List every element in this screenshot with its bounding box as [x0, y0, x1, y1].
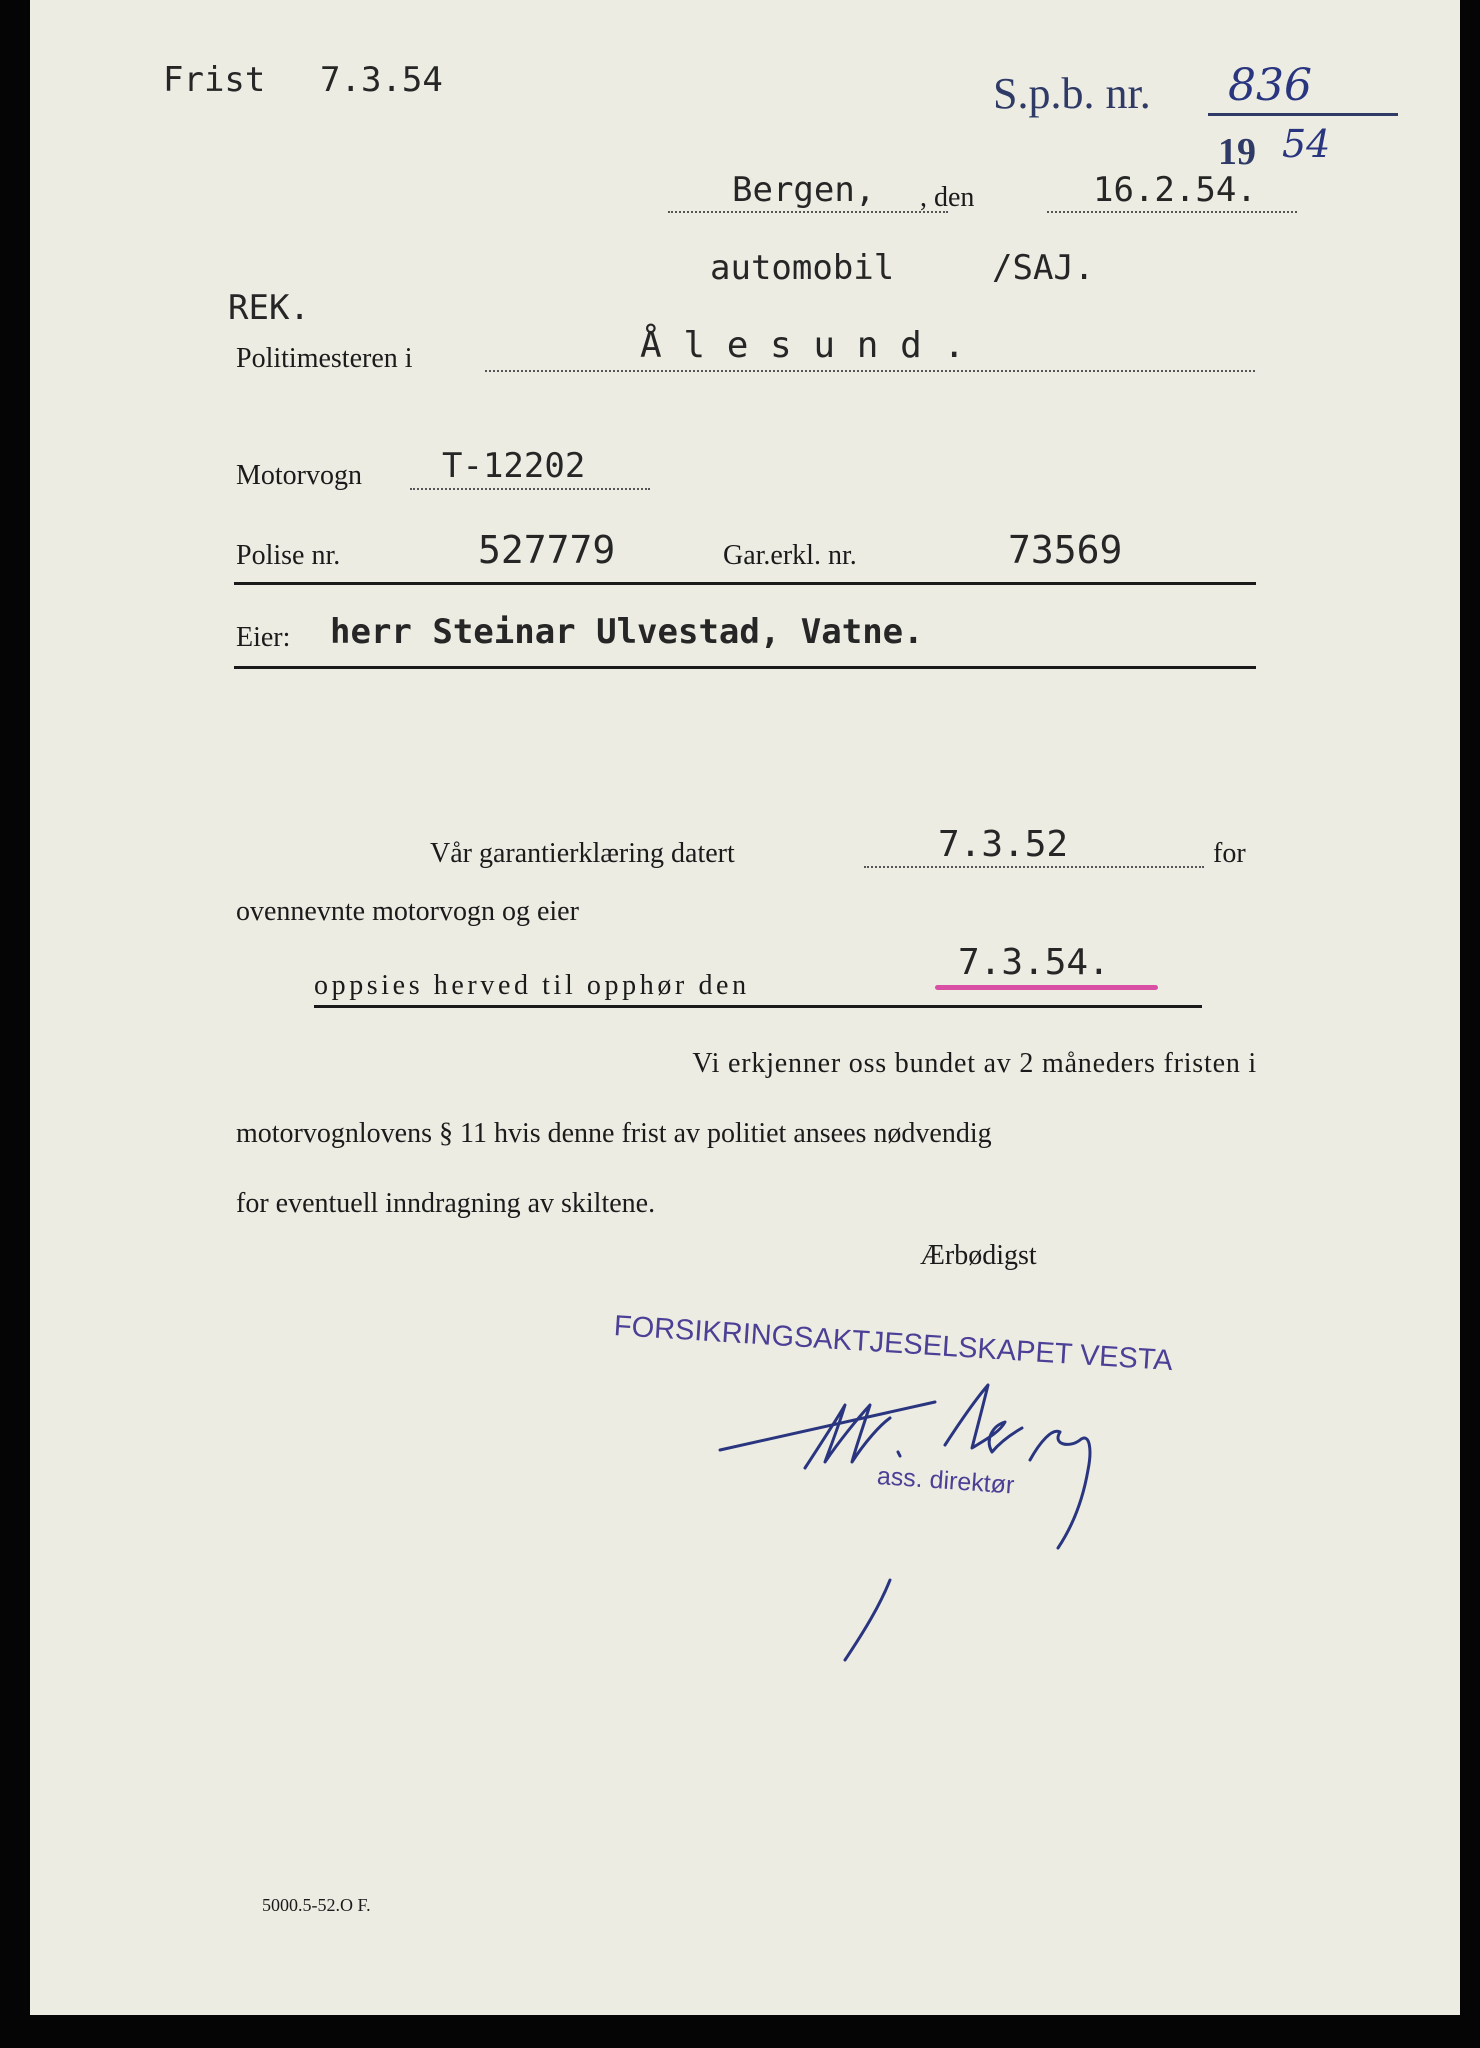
body-line1-end: for — [1213, 838, 1246, 869]
polise-label: Polise nr. — [236, 540, 341, 571]
department-type: automobil — [710, 248, 895, 288]
signature — [30, 0, 1460, 2015]
frist-date: 7.3.54 — [320, 60, 443, 100]
eier-value: herr Steinar Ulvestad, Vatne. — [330, 612, 924, 652]
eier-label: Eier: — [236, 622, 291, 653]
document-page — [30, 0, 1460, 2015]
para-line2: motorvognlovens § 11 hvis denne frist av politiet ansees nødvendig — [236, 1118, 992, 1149]
frist-label: Frist — [163, 60, 266, 100]
spb-number: 836 — [1228, 60, 1312, 111]
polise-value: 527779 — [478, 528, 616, 572]
body-line1-start: Vår garantierklæring datert — [430, 838, 735, 869]
para-line3: for eventuell inndragning av skiltene. — [236, 1188, 656, 1219]
motorvogn-label: Motorvogn — [236, 460, 362, 491]
recipient-place: Å l e s u n d . — [640, 325, 966, 366]
guarantee-date: 7.3.52 — [938, 824, 1069, 865]
company-stamp: FORSIKRINGSAKTJESELSKAPET VESTA — [612, 1310, 1174, 1378]
body-line2: ovennevnte motorvogn og eier — [236, 896, 579, 927]
letter-date: 16.2.54. — [1093, 170, 1257, 210]
year-prefix: 19 — [1218, 131, 1256, 173]
den-label: , den — [920, 182, 975, 213]
termination-label: oppsies herved til opphør den — [314, 970, 750, 1001]
recipient-label: Politimesteren i — [236, 343, 413, 374]
para-line1: Vi erkjenner oss bundet av 2 måneders fristen i — [692, 1048, 1257, 1079]
year-suffix: 54 — [1282, 122, 1331, 166]
form-code: 5000.5-52.O F. — [262, 1895, 371, 1915]
rek-marker: REK. — [228, 288, 310, 328]
city: Bergen, — [732, 170, 876, 210]
department-ref: /SAJ. — [992, 248, 1095, 288]
garerkl-label: Gar.erkl. nr. — [723, 540, 857, 571]
title-stamp: ass. direktør — [876, 1462, 1016, 1500]
closing-greeting: Ærbødigst — [920, 1240, 1037, 1271]
garerkl-value: 73569 — [1008, 528, 1123, 572]
spb-label: S.p.b. nr. — [993, 69, 1151, 118]
motorvogn-value: T-12202 — [442, 446, 586, 486]
termination-date: 7.3.54. — [958, 942, 1110, 983]
